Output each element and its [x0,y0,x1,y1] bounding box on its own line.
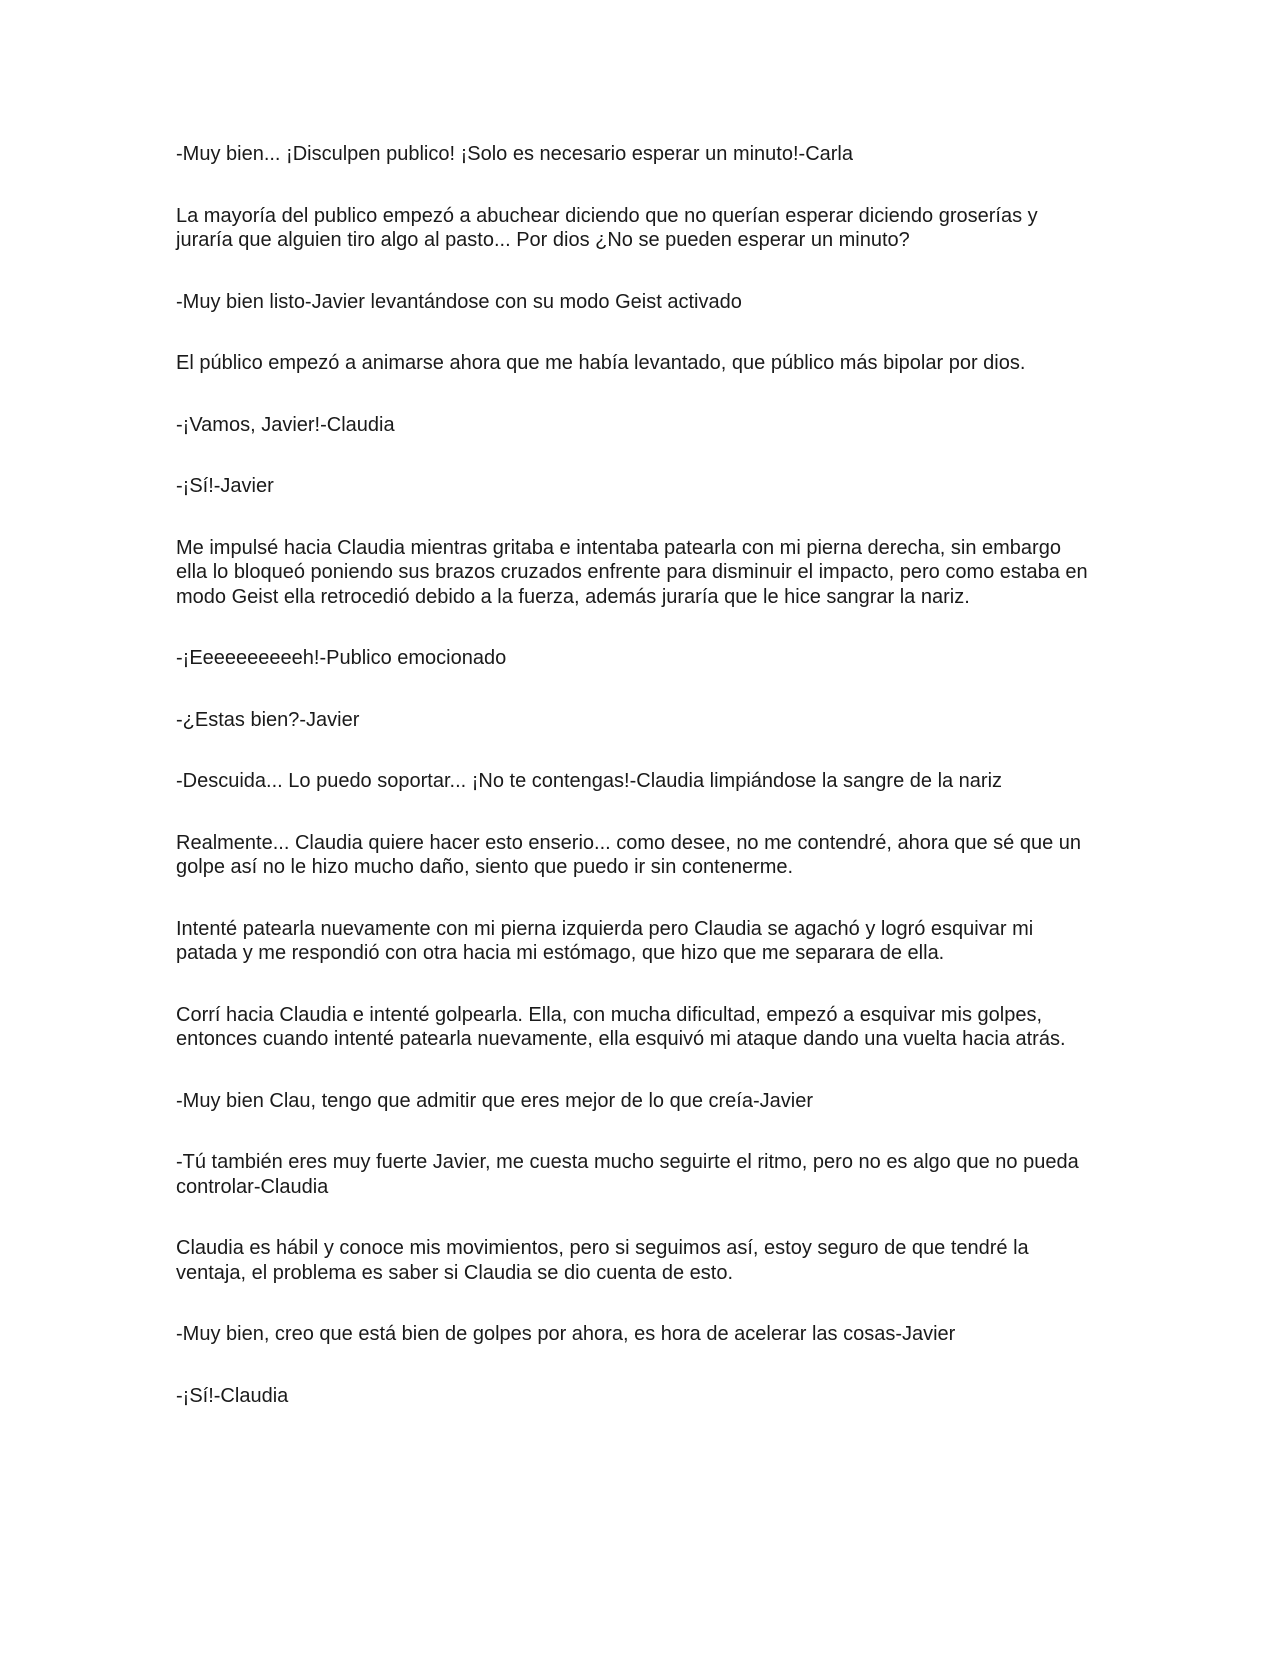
paragraph: -¿Estas bien?-Javier [176,708,360,731]
paragraph: -¡Sí!-Javier [176,475,274,497]
paragraph: El público empezó a animarse ahora que me había levantado, que público más bipolar por dios. [176,352,1026,374]
paragraph: La mayoría del publico empezó a abuchear diciendo que no querían esperar diciendo groserías y juraría que alguien tiro algo al pasto... Por dios ¿No se pueden esperar un minuto? [176,204,1038,251]
paragraph: -Muy bien... ¡Disculpen publico! ¡Solo es necesario esperar un minuto!-Carla [176,143,853,165]
document-page [176,142,1096,1445]
paragraph: -¡Sí!-Claudia [176,1384,289,1407]
paragraph: -Tú también eres muy fuerte Javier, me cuesta mucho seguirte el ritmo, pero no es algo que no pueda controlar-Claudia [176,1151,1079,1198]
paragraph: Me impulsé hacia Claudia mientras gritaba e intentaba patearla con mi pierna derecha, sin embargo ella lo bloqueó poniendo sus brazos cruzados enfrente para disminuir el impacto, pero como estaba en modo Geist ella retrocedió debido a la fuerza, además juraría que le hice sangrar la nariz. [176,536,1088,608]
paragraph: Corrí hacia Claudia e intenté golpearla. Ella, con mucha dificultad, empezó a esquivar mis golpes, entonces cuando intenté patearla nuevamente, ella esquivó mi ataque dando una vuelta hacia atrás. [176,1003,1066,1050]
paragraph: Realmente... Claudia quiere hacer esto enserio... como desee, no me contendré, ahora que sé que un golpe así no le hizo mucho daño, siento que puedo ir sin contenerme. [176,831,1082,878]
paragraph: -¡Eeeeeeeeeeh!-Publico emocionado [176,647,507,669]
paragraph: -Muy bien Clau, tengo que admitir que eres mejor de lo que creía-Javier [176,1089,813,1112]
paragraph: Intenté patearla nuevamente con mi pierna izquierda pero Claudia se agachó y logró esquivar mi patada y me respondió con otra hacia mi estómago, que hizo que me separara de ella. [176,917,1034,964]
paragraph: -Muy bien listo-Javier levantándose con su modo Geist activado [176,290,742,313]
paragraph: -Muy bien, creo que está bien de golpes por ahora, es hora de acelerar las cosas-Javier [176,1323,956,1345]
paragraph: -Descuida... Lo puedo soportar... ¡No te contengas!-Claudia limpiándose la sangre de la nariz [176,770,1003,792]
paragraph: Claudia es hábil y conoce mis movimientos, pero si seguimos así, estoy seguro de que tendré la ventaja, el problema es saber si Claudia se dio cuenta de esto. [176,1237,1029,1284]
paragraph: -¡Vamos, Javier!-Claudia [176,413,395,436]
